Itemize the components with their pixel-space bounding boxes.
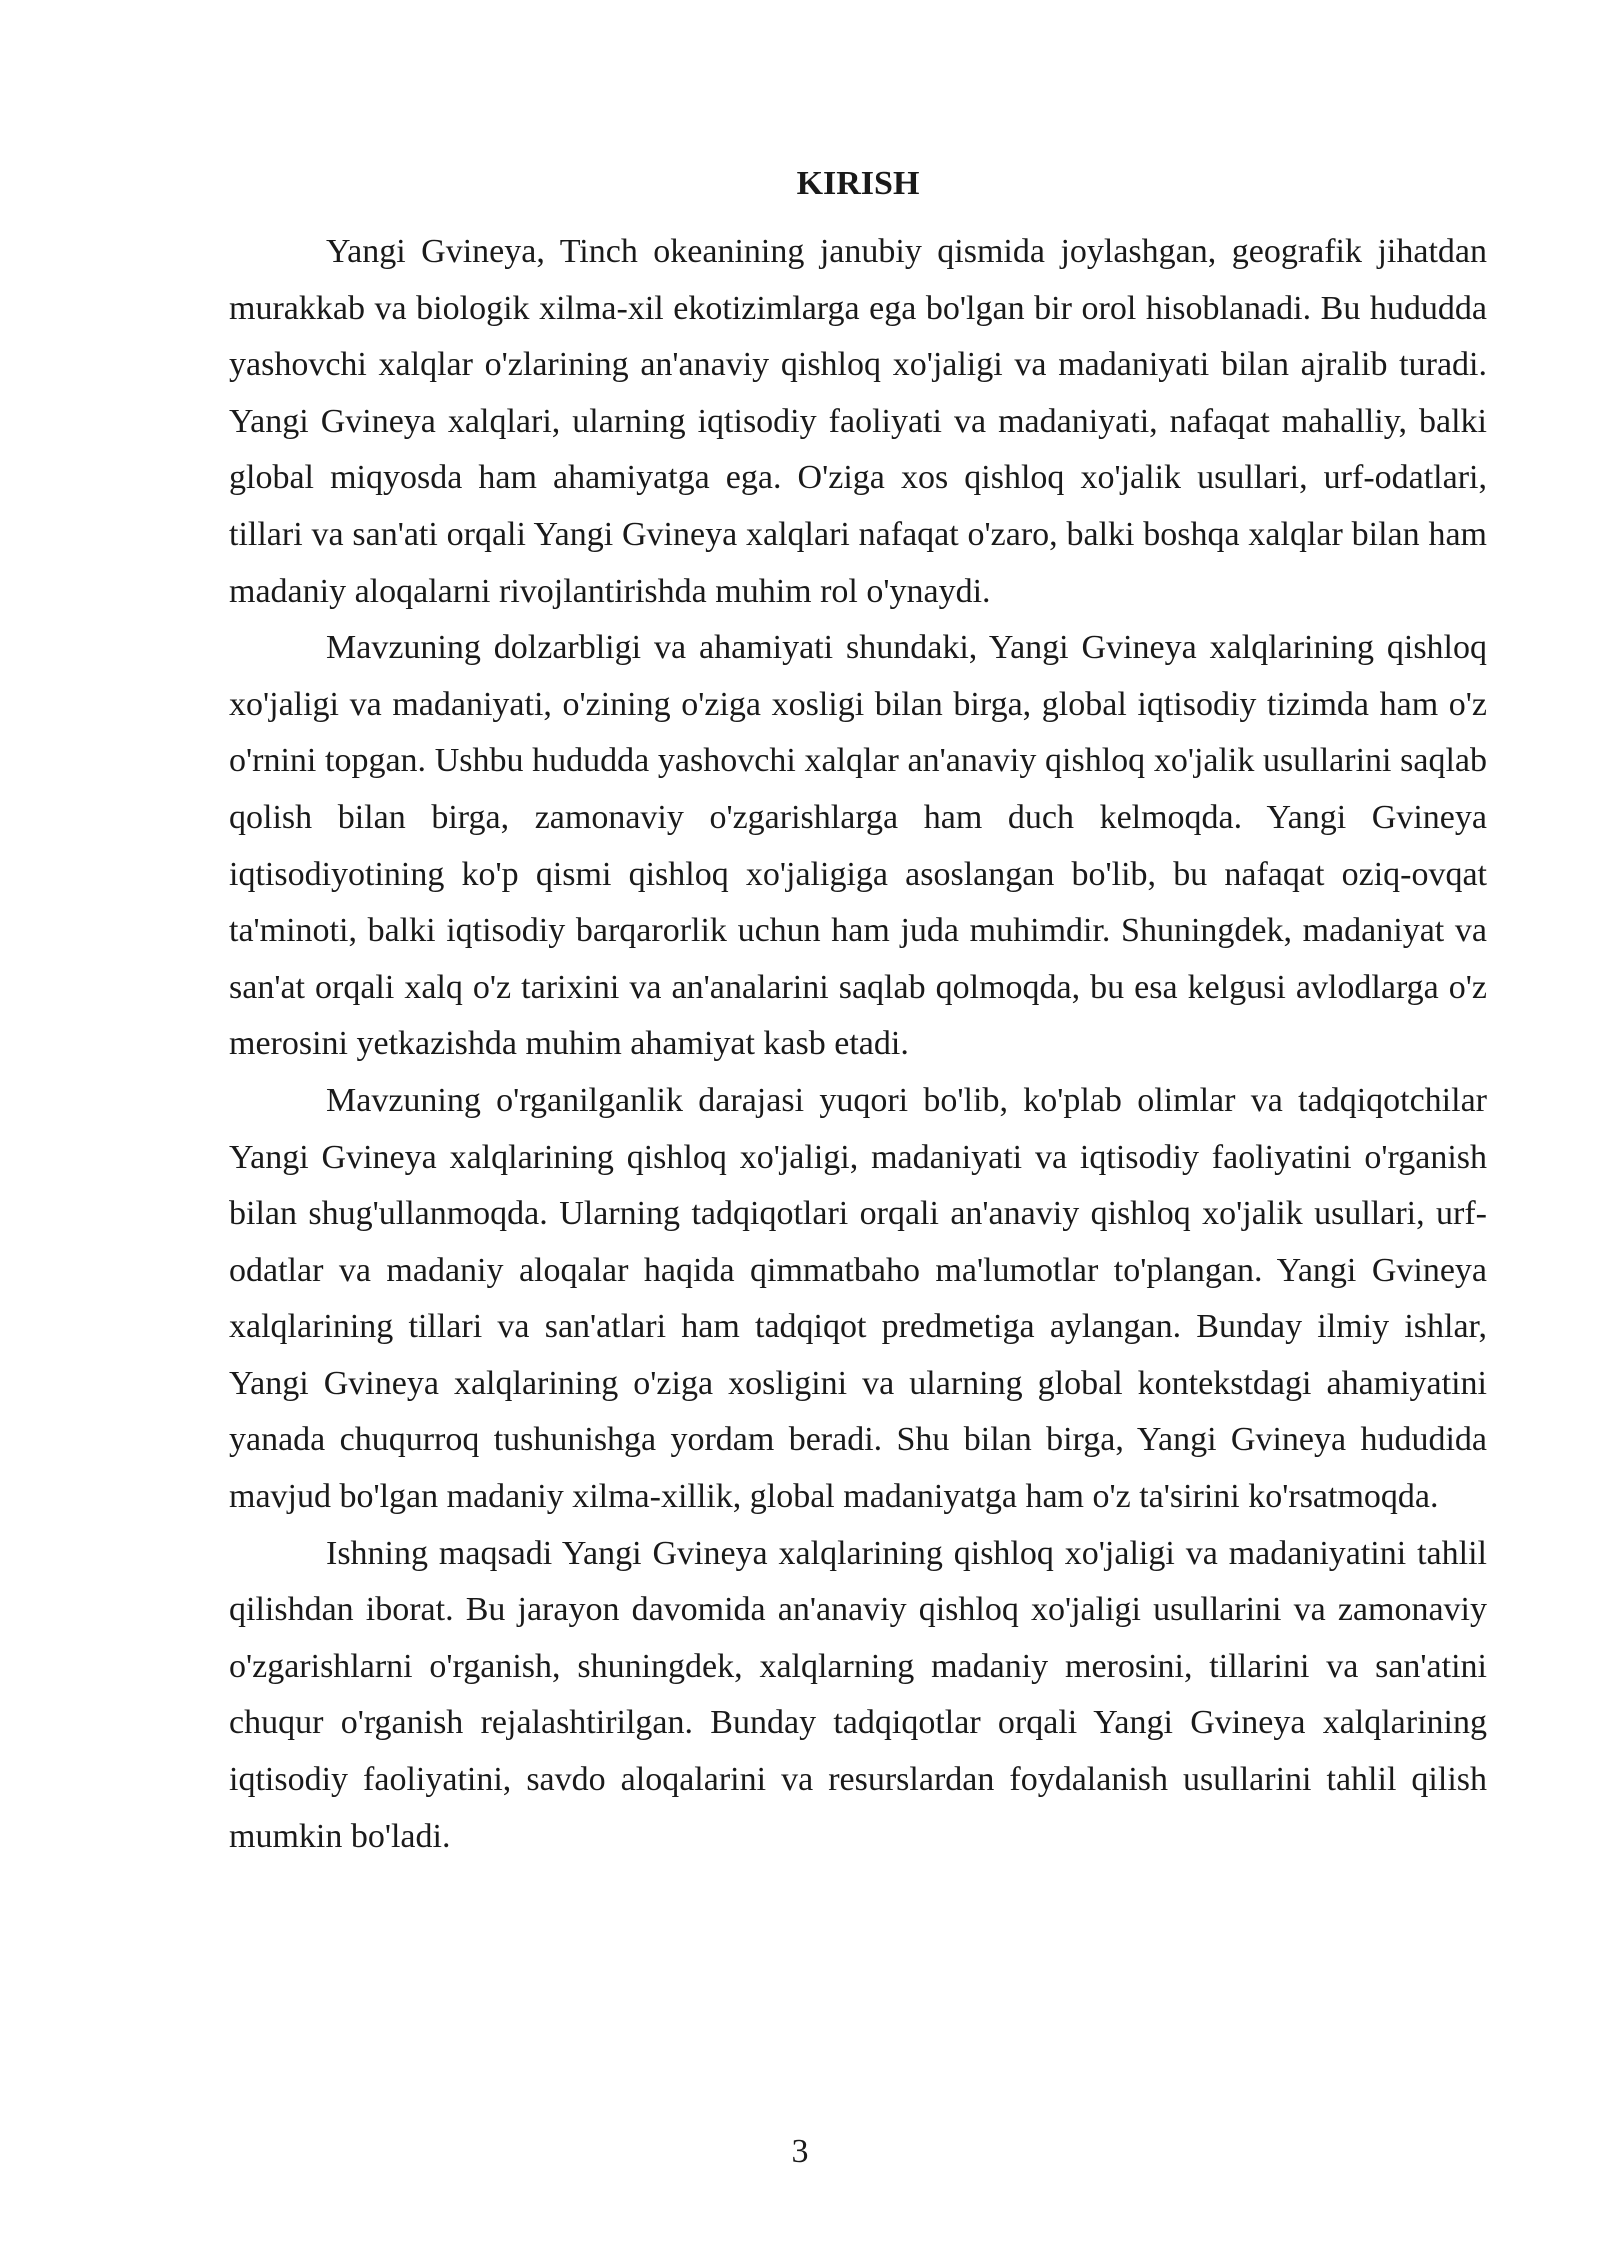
page-number: 3 — [791, 2133, 809, 2170]
document-page — [229, 160, 1487, 1865]
paragraph-study-level: Mavzuning o'rganilganlik darajasi yuqori bo'lib, ko'plab olimlar va tadqiqotchilar Yangi Gvineya xalqlarining qishloq xo'jaligi, madaniyati va iqtisodiy faoliyatini o'rganish bilan shug'ullanmoqda. Ularning tadqiqotlari orqali an'anaviy qishloq xo'jalik usullari, urf-odatlar va madaniy aloqalar haqida qimmatbaho ma'lumotlar to'plangan. Yangi Gvineya xalqlarining tillari va san'atlari ham tadqiqot predmetiga aylangan. Bunday ilmiy ishlar, Yangi Gvineya xalqlarining o'ziga xosligini va ularning global kontekstdagi ahamiyatini yanada chuqurroq tushunishga yordam beradi. Shu bilan birga, Yangi Gvineya hududida mavjud bo'lgan madaniy xilma-xillik, global madaniyatga ham o'z ta'sirini ko'rsatmoqda. — [229, 1081, 1487, 1516]
paragraph-intro: Yangi Gvineya, Tinch okeanining janubiy qismida joylashgan, geografik jihatdan murakkab va biologik xilma-xil ekotizimlarga ega bo'lgan bir orol hisoblanadi. Bu hududda yashovchi xalqlar o'zlarining an'anaviy qishloq xo'jaligi va madaniyati bilan ajralib turadi. Yangi Gvineya xalqlari, ularning iqtisodiy faoliyati va madaniyati, nafaqat mahalliy, balki global miqyosda ham ahamiyatga ega. O'ziga xos qishloq xo'jalik usullari, urf-odatlari, tillari va san'ati orqali Yangi Gvineya xalqlari nafaqat o'zaro, balki boshqa xalqlar bilan ham madaniy aloqalarni rivojlantirishda muhim rol o'ynaydi. — [229, 233, 1487, 610]
paragraph-goal: Ishning maqsadi Yangi Gvineya xalqlarining qishloq xo'jaligi va madaniyatini tahlil qilishdan iborat. Bu jarayon davomida an'anaviy qishloq xo'jaligi usullarini va zamonaviy o'zgarishlarni o'rganish, shuningdek, xalqlarning madaniy merosini, tillarini va san'atini chuqur o'rganish rejalashtirilgan. Bunday tadqiqotlar orqali Yangi Gvineya xalqlarining iqtisodiy faoliyatini, savdo aloqalarini va resurslardan foydalanish usullarini tahlil qilish mumkin bo'ladi. — [229, 1534, 1487, 1855]
paragraph-relevance: Mavzuning dolzarbligi va ahamiyati shundaki, Yangi Gvineya xalqlarining qishloq xo'jaligi va madaniyati, o'zining o'ziga xosligi bilan birga, global iqtisodiy tizimda ham o'z o'rnini topgan. Ushbu hududda yashovchi xalqlar an'anaviy qishloq xo'jalik usullarini saqlab qolish bilan birga, zamonaviy o'zgarishlarga ham duch kelmoqda. Yangi Gvineya iqtisodiyotining ko'p qismi qishloq xo'jaligiga asoslangan bo'lib, bu nafaqat oziq-ovqat ta'minoti, balki iqtisodiy barqarorlik uchun ham juda muhimdir. Shuningdek, madaniyat va san'at orqali xalq o'z tarixini va an'analarini saqlab qolmoqda, bu esa kelgusi avlodlarga o'z merosini yetkazishda muhim ahamiyat kasb etadi. — [229, 629, 1487, 1063]
section-title: KIRISH — [796, 165, 920, 202]
